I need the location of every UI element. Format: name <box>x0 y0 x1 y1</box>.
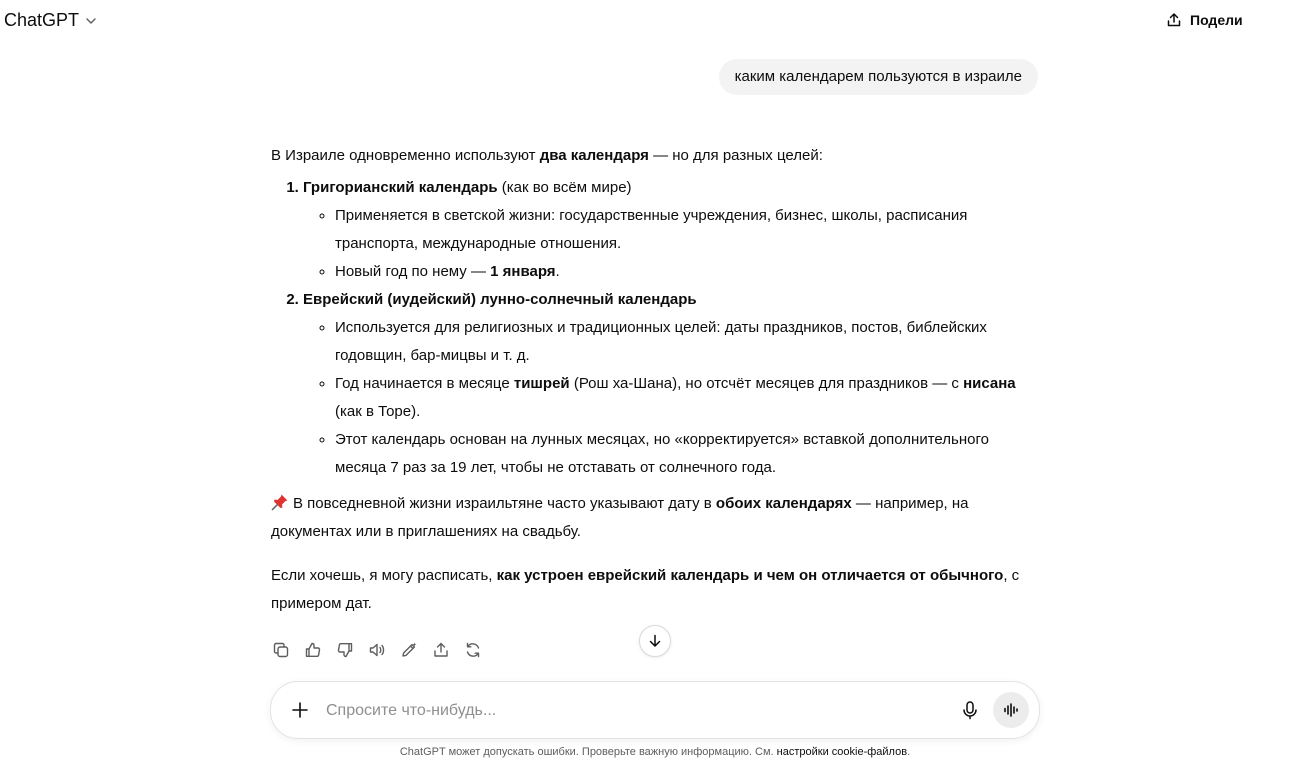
list-item-title: Григорианский календарь <box>303 179 498 196</box>
share-message-button[interactable] <box>431 640 451 660</box>
reply-text: (как во всём мире) <box>497 179 632 196</box>
reply-bold: обоих календарях <box>715 495 852 512</box>
sub-list-item <box>335 370 1039 426</box>
reply-text: В повседневной жизни израильтяне часто указывают дату в <box>293 495 716 512</box>
reply-offer <box>271 562 1039 618</box>
bad-response-button[interactable] <box>335 640 355 660</box>
edit-button[interactable] <box>399 640 419 660</box>
reply-bold: нисана <box>963 375 1016 392</box>
share-label: Подели <box>1190 12 1243 28</box>
reply-bold: 1 января <box>490 263 556 280</box>
scroll-to-bottom-button[interactable] <box>639 625 671 657</box>
prompt-input[interactable] <box>324 698 928 724</box>
reply-text: (как в Торе). <box>335 403 421 420</box>
reply-text: — но для разных целей: <box>648 147 823 164</box>
reply-text: Если хочешь, я могу расписать, <box>271 567 497 584</box>
reply-bold: как устроен еврейский календарь и чем он отличается от обычного <box>496 567 1004 584</box>
voice-mode-button[interactable] <box>993 692 1029 728</box>
chevron-down-icon <box>85 15 97 27</box>
pin-icon <box>271 493 289 511</box>
voice-mode-icon <box>1002 701 1020 719</box>
footer-text: ChatGPT может допускать ошибки. Проверьте важную информацию. См. <box>399 746 777 758</box>
sub-list <box>303 314 1039 482</box>
reply-intro <box>271 142 1039 170</box>
calendar-list <box>271 174 1039 482</box>
reply-text: В Израиле одновременно используют <box>271 147 540 164</box>
reply-bold: тишрей <box>513 375 570 392</box>
read-aloud-button[interactable] <box>367 640 387 660</box>
user-message: каким календарем пользуются в израиле <box>719 59 1038 95</box>
read-aloud-icon <box>368 641 386 659</box>
regenerate-button[interactable] <box>463 640 483 660</box>
footer-text: . <box>907 746 911 758</box>
footer-disclaimer <box>0 746 1310 758</box>
reply-text: . <box>555 263 560 280</box>
list-item-title: Еврейский (иудейский) лунно-солнечный календарь <box>303 291 697 308</box>
cookie-settings-link[interactable]: настройки cookie-файлов <box>776 746 908 758</box>
top-bar <box>0 0 1243 44</box>
plus-icon[interactable] <box>289 699 311 721</box>
thumbs-up-icon <box>304 641 322 659</box>
reply-text: Новый год по нему — <box>335 263 491 280</box>
sub-list-item: ◦ Применяется в светской жизни: государственные учреждения, бизнес, школы, расписания транспорта, международные отношения. <box>335 202 1039 258</box>
share-button[interactable] <box>1166 12 1243 28</box>
sub-list-item <box>335 258 1039 286</box>
mic-icon[interactable] <box>959 699 981 721</box>
list-item <box>303 286 1039 482</box>
edit-icon <box>400 641 418 659</box>
sub-list <box>303 202 1039 286</box>
reply-text: (Рош ха-Шана), но отсчёт месяцев для праздников — с <box>569 375 964 392</box>
reply-bold: два календаря <box>539 147 649 164</box>
thumbs-down-icon <box>336 641 354 659</box>
assistant-message <box>271 142 1039 618</box>
share-icon <box>432 641 450 659</box>
copy-icon <box>272 641 290 659</box>
reply-text: — например, на документах или в приглашениях на свадьбу. <box>271 495 969 540</box>
sub-list-item: ◦ Используется для религиозных и традиционных целей: даты праздников, постов, библейских годовщин, бар-мицвы и т. д. <box>335 314 1039 370</box>
regenerate-icon <box>464 641 482 659</box>
composer <box>270 681 1040 739</box>
message-actions <box>271 640 483 660</box>
copy-button[interactable] <box>271 640 291 660</box>
reply-note <box>271 490 1039 546</box>
sub-list-item: ◦ Этот календарь основан на лунных месяцах, но «корректируется» вставкой дополнительного месяца 7 раз за 19 лет, чтобы не отставать от солнечного года. <box>335 426 1039 482</box>
list-item <box>303 174 1039 286</box>
model-label: ChatGPT <box>4 10 80 30</box>
share-icon <box>1166 12 1182 28</box>
reply-text: , с примером дат. <box>271 567 1020 612</box>
good-response-button[interactable] <box>303 640 323 660</box>
reply-text: Год начинается в месяце <box>335 375 514 392</box>
arrow-down-icon <box>647 633 663 649</box>
model-selector[interactable] <box>4 10 97 31</box>
